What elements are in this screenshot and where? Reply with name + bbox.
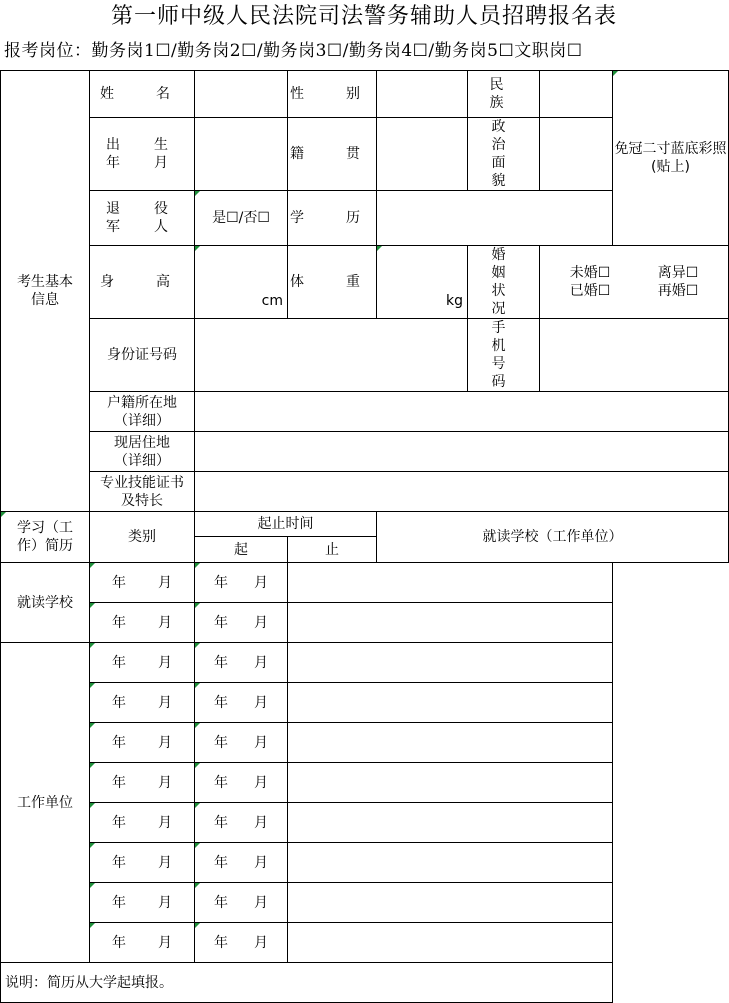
year-label: 年 [112,894,126,911]
political-status-label: 政 治 面 貌 [468,118,540,191]
month-label: 月 [254,734,268,751]
organization-field[interactable] [288,803,613,843]
month-label: 月 [254,694,268,711]
organization-header: 就读学校（工作单位） [377,512,729,563]
form-title: 第一师中级人民法院司法警务辅助人员招聘报名表 [110,4,617,29]
weight-label: 体 重 [288,246,377,319]
month-label: 月 [254,614,268,631]
year-label: 年 [112,814,126,831]
year-label: 年 [214,654,228,671]
year-label: 年 [112,574,126,591]
id-number-label: 身份证号码 [90,319,195,392]
year-label: 年 [214,614,228,631]
organization-field[interactable] [288,923,613,963]
registration-form-table [0,70,729,1003]
year-label: 年 [214,734,228,751]
month-label: 月 [254,574,268,591]
end-date-field[interactable] [195,923,288,963]
year-label: 年 [112,694,126,711]
resume-row [1,603,729,643]
start-date-field[interactable] [90,763,195,803]
month-label: 月 [158,894,172,911]
start-date-field[interactable] [90,603,195,643]
end-header: 止 [288,537,377,563]
applied-posts-line[interactable]: 报考岗位：勤务岗1☐/勤务岗2☐/勤务岗3☐/勤务岗4☐/勤务岗5☐文职岗☐ [4,41,583,61]
month-label: 月 [254,654,268,671]
period-header: 起止时间 [195,512,377,537]
start-date-field[interactable] [90,723,195,763]
resume-note: 说明：简历从大学起填报。 [1,963,613,1003]
hukou-label: 户籍所在地 （详细） [90,392,195,432]
height-unit: cm [261,293,283,309]
native-place-field[interactable] [377,118,468,191]
organization-field[interactable] [288,683,613,723]
resume-row [1,563,729,603]
end-date-field[interactable] [195,723,288,763]
month-label: 月 [158,734,172,751]
month-label: 月 [158,774,172,791]
resume-row [1,923,729,963]
month-label: 月 [254,814,268,831]
work-category-label: 工作单位 [1,643,90,963]
start-date-field[interactable] [90,923,195,963]
month-label: 月 [158,574,172,591]
month-label: 月 [158,654,172,671]
month-label: 月 [254,934,268,951]
marital-option-divorced[interactable]: 离异☐ [657,265,699,281]
year-label: 年 [112,734,126,751]
year-label: 年 [214,694,228,711]
category-header: 类别 [90,512,195,563]
month-label: 月 [158,934,172,951]
organization-field[interactable] [288,763,613,803]
organization-field[interactable] [288,563,613,603]
organization-field[interactable] [288,603,613,643]
start-date-field[interactable] [90,563,195,603]
marital-option-unmarried[interactable]: 未婚☐ [569,265,611,281]
id-number-field[interactable] [195,319,468,392]
residence-label: 现居住地 （详细） [90,432,195,472]
start-header: 起 [195,537,288,563]
ethnicity-label: 民 族 [468,71,540,118]
organization-field[interactable] [288,843,613,883]
resume-section-label: 学习（工作）简历 [1,512,90,563]
name-label: 姓 名 [90,71,195,118]
organization-field[interactable] [288,723,613,763]
year-label: 年 [214,854,228,871]
end-date-field[interactable] [195,683,288,723]
start-date-field[interactable] [90,803,195,843]
photo-label: 免冠二寸蓝底彩照(贴上) [614,141,727,175]
end-date-field[interactable] [195,843,288,883]
school-rows [1,563,729,643]
resume-row [1,843,729,883]
month-label: 月 [254,774,268,791]
resume-row [1,683,729,723]
year-label: 年 [214,894,228,911]
native-place-label: 籍 贯 [288,118,377,191]
height-label: 身 高 [90,246,195,319]
ethnicity-field[interactable] [540,71,613,118]
start-date-field[interactable] [90,843,195,883]
marital-option-married[interactable]: 已婚☐ [569,283,611,299]
year-label: 年 [112,654,126,671]
year-label: 年 [112,774,126,791]
month-label: 月 [254,854,268,871]
month-label: 月 [158,614,172,631]
start-date-field[interactable] [90,883,195,923]
phone-label: 手 机 号 码 [468,319,540,392]
marital-option-remarried[interactable]: 再婚☐ [657,283,699,299]
skills-field[interactable] [195,472,729,512]
organization-field[interactable] [288,883,613,923]
hukou-field[interactable] [195,392,729,432]
residence-field[interactable] [195,432,729,472]
veteran-choice[interactable]: 是☐/否☐ [195,191,288,246]
phone-field[interactable] [540,319,729,392]
year-label: 年 [214,774,228,791]
basic-info-section-label: 考生基本信息 [1,71,90,512]
month-label: 月 [158,814,172,831]
birth-field[interactable] [195,118,288,191]
end-date-field[interactable] [195,603,288,643]
start-date-field[interactable] [90,683,195,723]
resume-row [1,723,729,763]
year-label: 年 [112,614,126,631]
end-date-field[interactable] [195,643,288,683]
end-date-field[interactable] [195,803,288,843]
marital-status-options[interactable] [540,246,729,319]
gender-label: 性 别 [288,71,377,118]
photo-box[interactable] [613,71,729,246]
month-label: 月 [158,854,172,871]
end-date-field[interactable] [195,883,288,923]
weight-field[interactable] [377,246,468,319]
birth-label: 出 生 年 月 [90,118,195,191]
marital-status-label: 婚 姻 状 况 [468,246,540,319]
end-date-field[interactable] [195,763,288,803]
organization-field[interactable] [288,643,613,683]
resume-row [1,763,729,803]
education-label: 学 历 [288,191,377,246]
gender-field[interactable] [377,71,468,118]
year-label: 年 [112,934,126,951]
month-label: 月 [158,694,172,711]
year-label: 年 [112,854,126,871]
work-rows [1,643,729,963]
resume-row [1,643,729,683]
skills-label: 专业技能证书 及特长 [90,472,195,512]
school-category-label: 就读学校 [1,563,90,643]
name-field[interactable] [195,71,288,118]
month-label: 月 [254,894,268,911]
year-label: 年 [214,934,228,951]
veteran-label: 退 役 军 人 [90,191,195,246]
education-field[interactable] [377,191,613,246]
political-status-field[interactable] [540,118,613,191]
resume-row [1,803,729,843]
height-field[interactable] [195,246,288,319]
start-date-field[interactable] [90,643,195,683]
resume-row [1,883,729,923]
year-label: 年 [214,814,228,831]
weight-unit: kg [446,293,463,309]
end-date-field[interactable] [195,563,288,603]
year-label: 年 [214,574,228,591]
